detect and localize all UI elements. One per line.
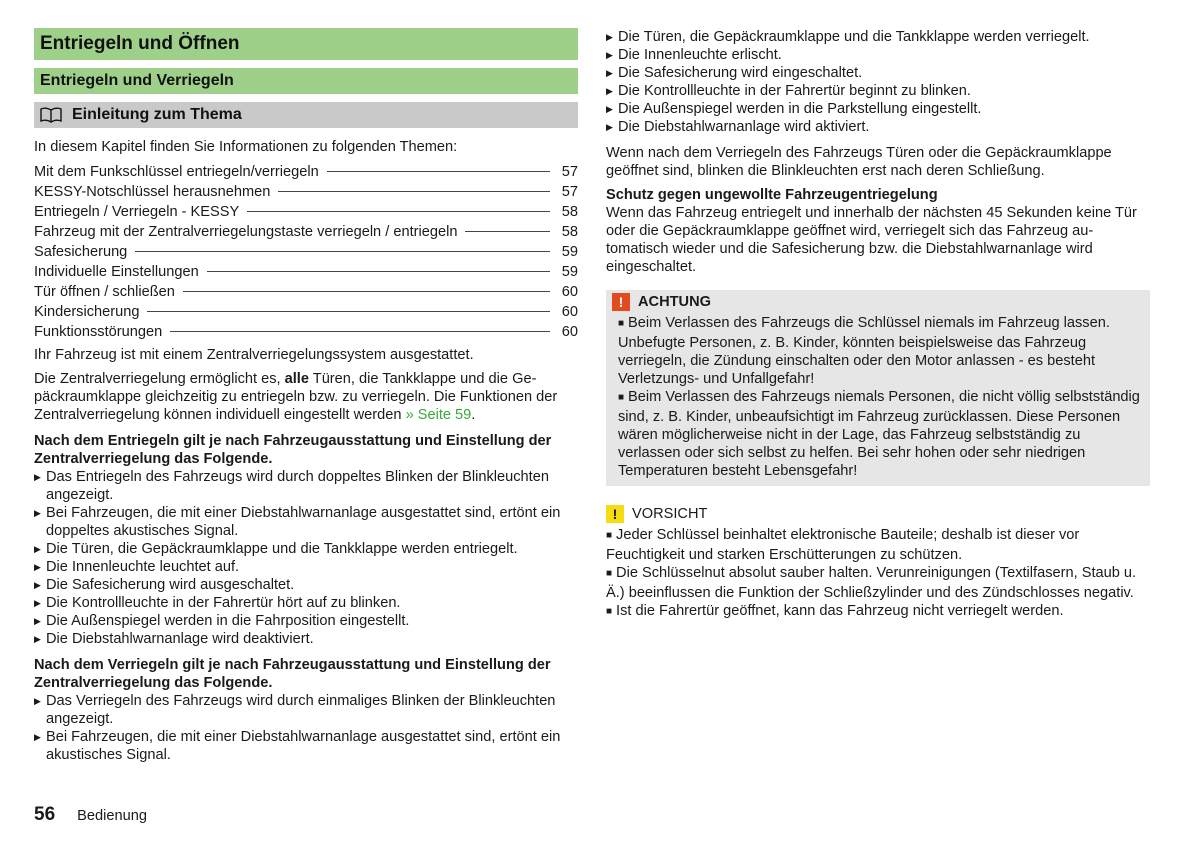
toc-page: 60	[561, 324, 578, 340]
system-text: Ihr Fahrzeug ist mit einem Zentralverriegelungssystem ausgestattet.	[34, 347, 474, 363]
toc-leader	[183, 291, 550, 292]
list-item: ▶ Das Verriegeln des Fahrzeugs wird durch einmaliges Blinken der Blinkleuchten angezeigt.	[34, 692, 578, 728]
toc-leader	[278, 191, 550, 192]
list-item: ▶ Die Türen, die Gepäckraumklappe und die Tankklappe werden entriegelt.	[34, 540, 578, 558]
caution-item: ■ Ist die Fahrertür geöffnet, kann das Fahrzeug nicht verriegelt werden.	[606, 603, 1064, 619]
toc-title: Funktionsstörungen	[34, 324, 163, 340]
toc-entry[interactable]	[34, 162, 578, 182]
section-name: Bedienung	[77, 808, 147, 824]
intro-text: In diesem Kapitel finden Sie Informationen zu folgenden Themen:	[34, 139, 458, 155]
square-bullet-icon: ■	[606, 530, 613, 541]
toc-leader	[147, 311, 550, 312]
list-item: ▶ Das Entriegeln des Fahrzeugs wird durch doppeltes Blinken der Blinkleuchten angezeigt.	[34, 468, 578, 504]
list-item: ▶ Die Türen, die Gepäckraumklappe und die Tankklappe werden verriegelt.	[606, 28, 1150, 46]
list-item: ▶ Die Diebstahlwarnanlage wird deaktiviert.	[34, 630, 578, 648]
caution-box	[606, 502, 1150, 622]
topic-heading	[34, 102, 578, 128]
toc-page: 60	[561, 284, 578, 300]
toc-page: 59	[561, 244, 578, 260]
list-item: ▶ Die Innenleuchte erlischt.	[606, 46, 1150, 64]
list-item: ▶ Bei Fahrzeugen, die mit einer Diebstahlwarnanlage ausgestattet sind, ertönt ein doppeltes akustisches Signal.	[34, 504, 578, 540]
toc-title: Individuelle Einstellungen	[34, 264, 199, 280]
toc-page: 59	[561, 264, 578, 280]
caution-icon: !	[606, 505, 624, 523]
toc-title: Kindersicherung	[34, 304, 140, 320]
protection-text: Wenn das Fahrzeug entriegelt und innerhalb der nächsten 45 Sekunden keine Tür oder die Gepäckraumklappe geöffnet wird, verriegelt sich das Fahrzeug automatisch wieder und die Safesicherung bzw. die Diebstahlwarnanlage wird eingeschaltet.	[606, 205, 1137, 275]
list-item: ▶ Die Safesicherung wird eingeschaltet.	[606, 64, 1150, 82]
right-column	[606, 28, 1150, 622]
central-locking-text: Die Zentralverriegelung ermöglicht es, alle Türen, die Tankklappe und die Gepäckraumklappe gleichzeitig zu entriegeln bzw. zu verriegeln. Die Funktionen der Zentralverriegelung können individuell eingestellt werden » Seite 59.	[34, 371, 558, 423]
left-column	[34, 28, 578, 768]
toc-leader	[327, 171, 550, 172]
toc-leader	[247, 211, 550, 212]
toc-entry[interactable]	[34, 302, 578, 322]
list-item: ▶ Die Kontrollleuchte in der Fahrertür hört auf zu blinken.	[34, 594, 578, 612]
toc-title: Tür öffnen / schließen	[34, 284, 175, 300]
warning-item: ■ Beim Verlassen des Fahrzeugs niemals Personen, die nicht völlig selbstständig sind, z. B. Kinder, unbeaufsichtigt im Fahrzeug zurücklassen. Diese Personen wären möglicherweise nicht in der Lage, das Fahrzeug selbstständig zu verlassen oder sich selbst zu helfen. Bei sehr hohen oder sehr niedrigen Temperaturen besteht Lebensgefahr!	[618, 389, 1140, 479]
toc-page: 57	[561, 164, 578, 180]
square-bullet-icon: ■	[618, 318, 625, 329]
page-link[interactable]: » Seite 59	[405, 407, 472, 423]
toc-page: 57	[561, 184, 578, 200]
page-number: 56	[34, 804, 56, 825]
caution-title: VORSICHT	[632, 506, 708, 522]
lock-list-continued	[606, 28, 1150, 136]
warning-item: ■ Beim Verlassen des Fahrzeugs die Schlüssel niemals im Fahrzeug lassen. Unbefugte Personen, z. B. Kinder, könnten beispielsweise das Fahrzeug verriegeln, die Zündung einschalten oder den Motor anlassen - es besteht Verletzungs- und Unfallgefahr!	[618, 315, 1110, 387]
toc-entry[interactable]	[34, 182, 578, 202]
unlock-heading: Nach dem Entriegeln gilt je nach Fahrzeugausstattung und Einstellung der Zentralverriegelung das Folgende.	[34, 433, 552, 467]
warning-title: ACHTUNG	[638, 294, 711, 310]
list-item: ▶ Die Kontrollleuchte in der Fahrertür beginnt zu blinken.	[606, 82, 1150, 100]
toc-entry[interactable]	[34, 282, 578, 302]
toc-page: 58	[561, 204, 578, 220]
chapter-heading: Entriegeln und Öffnen	[34, 28, 578, 60]
toc-title: Safesicherung	[34, 244, 128, 260]
list-item: ▶ Die Safesicherung wird ausgeschaltet.	[34, 576, 578, 594]
book-icon	[40, 107, 62, 123]
toc-title: Mit dem Funkschlüssel entriegeln/verriegeln	[34, 164, 319, 180]
toc-leader	[465, 231, 550, 232]
warning-header	[612, 290, 1144, 314]
square-bullet-icon: ■	[606, 606, 613, 617]
list-item: ▶ Die Außenspiegel werden in die Fahrposition eingestellt.	[34, 612, 578, 630]
lock-heading: Nach dem Verriegeln gilt je nach Fahrzeugausstattung und Einstellung der Zentralverriegelung das Folgende.	[34, 657, 551, 691]
toc-leader	[170, 331, 550, 332]
square-bullet-icon: ■	[606, 568, 613, 579]
toc-entry[interactable]	[34, 202, 578, 222]
warning-icon: !	[612, 293, 630, 311]
caution-item: ■ Die Schlüsselnut absolut sauber halten. Verunreinigungen (Textilfasern, Staub u. Ä.) beeinflussen die Funktion der Schließzylinder und des Zündschlosses negativ.	[606, 565, 1137, 601]
topic-heading-label: Einleitung zum Thema	[72, 106, 242, 123]
toc-title: Fahrzeug mit der Zentralverriegelungstaste verriegeln / entriegeln	[34, 224, 458, 240]
warning-box	[606, 290, 1150, 486]
list-item: ▶ Die Innenleuchte leuchtet auf.	[34, 558, 578, 576]
page-footer	[34, 804, 147, 826]
caution-item: ■ Jeder Schlüssel beinhaltet elektronische Bauteile; deshalb ist dieser vor Feuchtigkeit und starken Erschütterungen zu schützen.	[606, 527, 1080, 563]
toc-leader	[135, 251, 550, 252]
square-bullet-icon: ■	[618, 392, 625, 403]
toc-title: KESSY-Notschlüssel herausnehmen	[34, 184, 271, 200]
unlock-list	[34, 468, 578, 648]
section-heading: Entriegeln und Verriegeln	[34, 68, 578, 94]
list-item: ▶ Die Diebstahlwarnanlage wird aktiviert.	[606, 118, 1150, 136]
toc-entry[interactable]	[34, 222, 578, 242]
protection-heading: Schutz gegen ungewollte Fahrzeugentriegelung	[606, 187, 938, 203]
toc-entry[interactable]	[34, 322, 578, 342]
caution-header	[606, 502, 1150, 526]
list-item: ▶ Bei Fahrzeugen, die mit einer Diebstahlwarnanlage ausgestattet sind, ertönt ein akustisches Signal.	[34, 728, 578, 764]
toc-leader	[207, 271, 550, 272]
toc-entry[interactable]	[34, 262, 578, 282]
toc-entry[interactable]	[34, 242, 578, 262]
after-lock-text: Wenn nach dem Verriegeln des Fahrzeugs Türen oder die Gepäckraumklappe geöffnet sind, blinken die Blinkleuchten erst nach deren Schließung.	[606, 145, 1112, 179]
toc-title: Entriegeln / Verriegeln - KESSY	[34, 204, 240, 220]
table-of-contents	[34, 162, 578, 342]
toc-page: 60	[561, 304, 578, 320]
list-item: ▶ Die Außenspiegel werden in die Parkstellung eingestellt.	[606, 100, 1150, 118]
lock-list	[34, 692, 578, 764]
toc-page: 58	[561, 224, 578, 240]
